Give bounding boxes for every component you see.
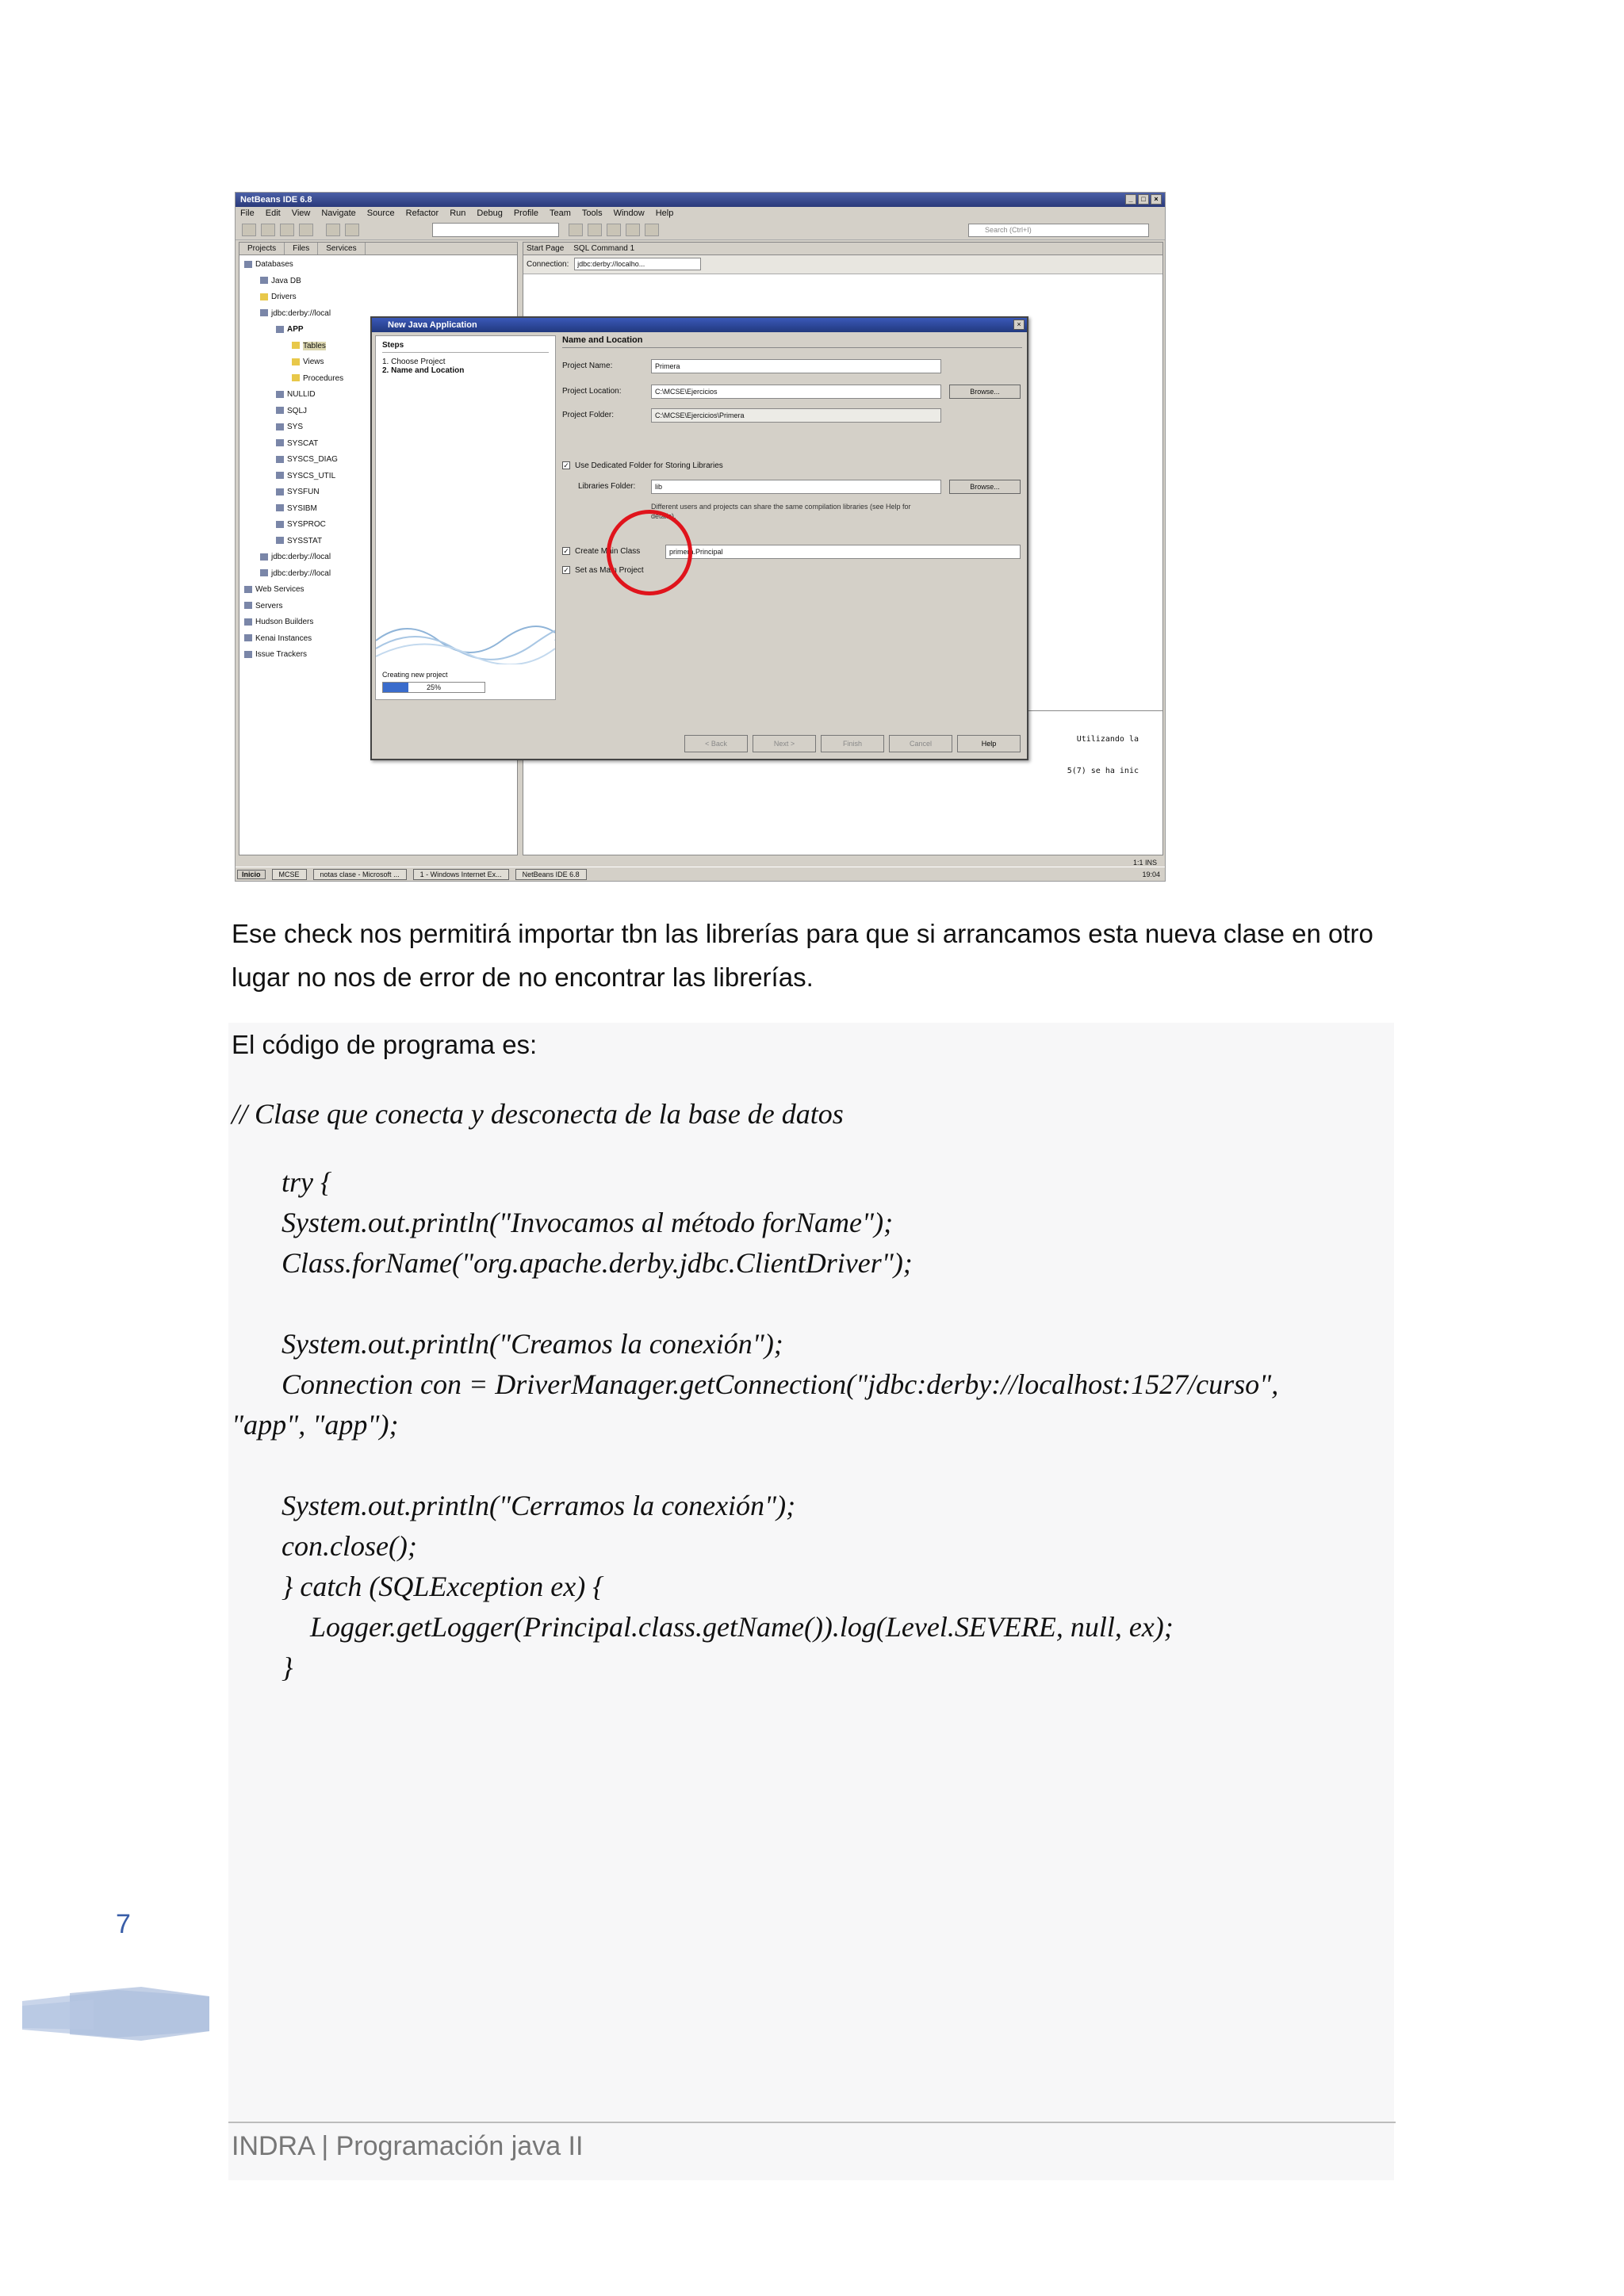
schema-icon [276,326,284,333]
paragraph-check-explanation: Ese check nos permitirá importar tbn las librerías para que si arrancamos esta nueva clase en otro lugar no nos de error de no encontrar las librerías. [232,919,1373,992]
cancel-button[interactable]: Cancel [889,735,952,752]
wave-decoration [376,609,555,664]
code-line: "app", "app"); [232,1409,399,1441]
output-line: Utilizando la [1076,735,1139,744]
tree-item[interactable]: Hudson Builders [243,614,514,631]
tree-item[interactable]: Procedures [243,371,514,388]
schema-icon [276,407,284,414]
code-line: System.out.println("Cerramos la conexión"); [232,1490,796,1521]
menu-window[interactable]: Window [613,209,645,218]
web-services-icon [244,586,252,593]
connection-label: Connection: [527,260,569,269]
ide-screenshot [235,192,1166,882]
finish-button[interactable]: Finish [821,735,884,752]
tree-item[interactable]: Drivers [243,289,514,306]
tab-services[interactable]: Services [318,243,365,254]
menu-edit[interactable]: Edit [265,209,281,218]
schema-icon [276,504,284,511]
code-line: System.out.println("Creamos la conexión"); [232,1328,783,1360]
tree-item[interactable]: SYSIBM [243,501,514,518]
create-main-class-checkbox[interactable]: ✓ [563,547,569,556]
code-line: Logger.getLogger(Principal.class.getName()).log(Level.SEVERE, null, ex); [232,1611,1174,1643]
tab-sql-command[interactable]: SQL Command 1 [573,244,635,253]
menu-team[interactable]: Team [550,209,571,218]
save-all-icon[interactable] [299,224,313,236]
windows-taskbar [236,867,1165,881]
libraries-folder-label: Libraries Folder: [578,482,636,491]
progress-text: 25% [426,683,441,691]
footer-rule [228,2122,1396,2123]
new-project-icon[interactable] [261,224,275,236]
set-main-project-checkbox[interactable]: ✓ [563,566,569,575]
tab-start-page[interactable]: Start Page [527,244,565,253]
folder-icon [292,374,300,381]
hudson-icon [244,618,252,626]
dedicated-folder-label: Use Dedicated Folder for Storing Libraries [575,461,723,470]
tree-item[interactable]: Tables [243,339,514,355]
database-icon [244,261,252,268]
connection-icon [260,569,268,576]
issue-tracker-icon [244,651,252,658]
tree-item[interactable]: Kenai Instances [243,631,514,648]
help-button[interactable]: Help [957,735,1021,752]
tree-item[interactable]: SYSCS_UTIL [243,469,514,485]
dialog-title: New Java Application [372,318,1027,332]
step-item: 2. Name and Location [382,366,465,375]
tree-item[interactable]: SYSSTAT [243,534,514,550]
code-line: con.close(); [232,1530,417,1562]
connection-combo[interactable]: jdbc:derby://localho... [574,258,701,270]
tree-item[interactable]: SYS [243,419,514,436]
menu-tools[interactable]: Tools [581,209,603,218]
page-number: 7 [116,1909,131,1939]
tree-item[interactable]: Databases [243,257,514,274]
run-icon[interactable] [607,224,621,236]
kenai-icon [244,634,252,641]
libraries-folder-input[interactable]: lib [651,480,941,494]
window-title: NetBeans IDE 6.8 [240,195,312,205]
steps-heading: Steps [382,341,549,353]
tree-item[interactable]: jdbc:derby://local [243,566,514,583]
open-project-icon[interactable] [280,224,294,236]
tree-item[interactable]: SQLJ [243,404,514,420]
code-line: Class.forName("org.apache.derby.jdbc.ClientDriver"); [232,1247,913,1279]
tree-item[interactable]: APP [243,322,514,339]
schema-icon [276,423,284,430]
status-bar: 1:1 INS [1132,859,1157,867]
footer-text: INDRA | Programación java II [232,2131,584,2161]
configuration-combo[interactable] [432,223,559,237]
menu-refactor[interactable]: Refactor [405,209,439,218]
undo-icon[interactable] [326,224,340,236]
main-class-input[interactable]: primera.Principal [665,545,1021,559]
start-button[interactable]: Inicio [237,870,266,879]
back-button[interactable]: < Back [684,735,748,752]
next-button[interactable]: Next > [753,735,816,752]
tree-item[interactable]: Servers [243,599,514,615]
taskbar-clock: 19:04 [1142,870,1160,878]
taskbar-item[interactable]: 1 - Windows Internet Ex... [413,869,509,880]
browse-libraries-button[interactable]: Browse... [949,480,1021,494]
window-titlebar [236,193,1165,207]
tree-item[interactable]: SYSFUN [243,484,514,501]
close-icon[interactable]: × [1151,194,1162,205]
search-input[interactable]: Search (Ctrl+I) [968,224,1149,237]
tree-item[interactable]: jdbc:derby://local [243,306,514,323]
project-folder-input: C:\MCSE\Ejercicios\Primera [651,408,941,423]
menu-profile[interactable]: Profile [513,209,539,218]
project-location-input[interactable]: C:\MCSE\Ejercicios [651,385,941,399]
menu-source[interactable]: Source [366,209,395,218]
dialog-close-icon[interactable]: × [1013,320,1025,330]
tree-item[interactable]: Issue Trackers [243,647,514,664]
connection-icon [260,553,268,561]
profile-icon[interactable] [645,224,659,236]
menu-view[interactable]: View [291,209,311,218]
menu-run[interactable]: Run [450,209,466,218]
libraries-note: Different users and projects can share the same compilation libraries (see Help for details). [651,503,911,520]
annotation-circle [607,510,692,595]
code-line: Connection con = DriverManager.getConnection("jdbc:derby://localhost:1527/curso", [232,1368,1279,1400]
schema-icon [276,439,284,446]
folder-icon [292,342,300,349]
menu-debug[interactable]: Debug [477,209,503,218]
tree-item[interactable]: SYSCS_DIAG [243,452,514,469]
servers-icon [244,602,252,609]
taskbar-item[interactable]: notas clase - Microsoft ... [313,869,407,880]
step-item: 1. Choose Project [382,358,446,366]
progress-bar [382,682,485,693]
minimize-icon[interactable]: _ [1125,194,1136,205]
progress-label: Creating new project [382,671,448,679]
tree-item[interactable]: Web Services [243,582,514,599]
folder-icon [292,358,300,365]
paragraph-code-intro: El código de programa es: [232,1030,538,1059]
redo-icon[interactable] [345,224,359,236]
taskbar-item[interactable]: NetBeans IDE 6.8 [515,869,587,880]
output-line: 5(7) se ha inic [1067,767,1139,775]
schema-icon [276,521,284,528]
folder-icon [260,293,268,300]
connection-icon [260,309,268,316]
project-folder-label: Project Folder: [562,411,615,419]
menu-help[interactable]: Help [655,209,674,218]
project-location-label: Project Location: [562,387,622,396]
section-title: Name and Location [562,335,1022,348]
tab-projects[interactable]: Projects [239,243,285,254]
schema-icon [276,456,284,463]
toolbar [236,220,1165,240]
menu-navigate[interactable]: Navigate [321,209,356,218]
code-line: System.out.println("Invocamos al método forName"); [232,1207,894,1238]
steps-panel [375,335,556,700]
tree-item[interactable]: jdbc:derby://local [243,549,514,566]
tree-item[interactable]: NULLID [243,387,514,404]
tab-files[interactable]: Files [285,243,318,254]
dialog-buttons [684,735,1021,752]
schema-icon [276,391,284,398]
debug-icon[interactable] [626,224,640,236]
schema-icon [276,537,284,544]
tree-item[interactable]: SYSCAT [243,436,514,453]
code-line: try { [232,1166,332,1198]
project-name-input[interactable]: Primera [651,359,941,373]
taskbar-item[interactable]: MCSE [272,869,307,880]
menu-file[interactable]: File [240,209,255,218]
new-file-icon[interactable] [242,224,256,236]
maximize-icon[interactable]: □ [1138,194,1149,205]
tree-item[interactable]: SYSPROC [243,517,514,534]
dedicated-folder-checkbox[interactable]: ✓ [563,461,569,470]
code-line: } catch (SQLException ex) { [232,1571,604,1602]
schema-icon [276,488,284,496]
code-comment: // Clase que conecta y desconecta de la base de datos [232,1098,844,1130]
new-java-application-dialog [370,316,1028,760]
tree-item[interactable]: Java DB [243,274,514,290]
menu-bar [236,207,1165,220]
build-icon[interactable] [569,224,583,236]
code-line: } [232,1651,293,1683]
tree-item[interactable]: Views [243,354,514,371]
create-main-class-label: Create Main Class [575,547,641,556]
browse-location-button[interactable]: Browse... [949,385,1021,399]
page-corner-decoration [22,1982,209,2045]
schema-icon [276,472,284,479]
database-icon [260,277,268,284]
set-main-project-label: Set as Main Project [575,566,644,575]
project-name-label: Project Name: [562,362,613,370]
clean-build-icon[interactable] [588,224,602,236]
